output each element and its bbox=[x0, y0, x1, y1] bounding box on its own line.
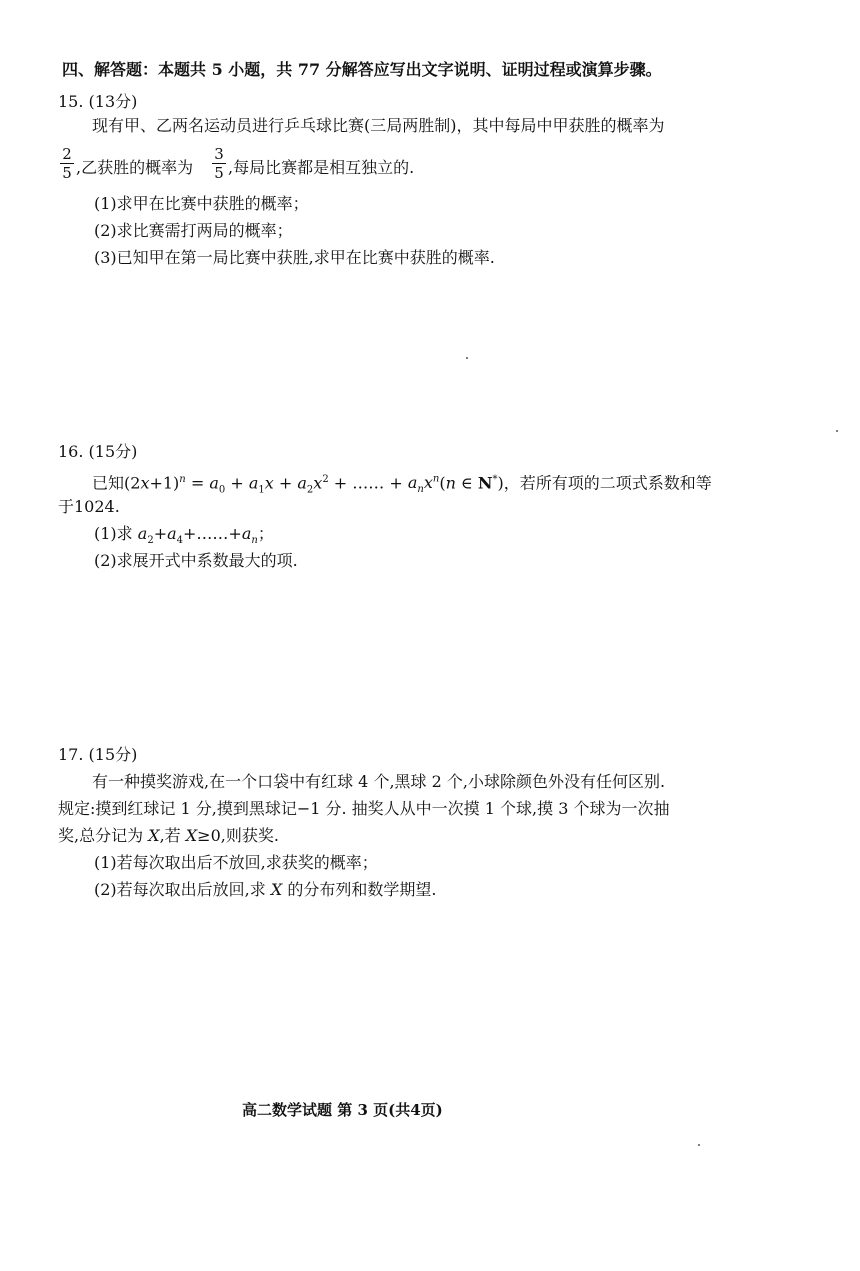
q17-part-2-b: 的分布列和数学期望. bbox=[282, 880, 437, 899]
q17-line3-c: ≥0,则获奖. bbox=[197, 826, 279, 845]
q17-line2: 规定:摸到红球记 1 分,摸到黑球记−1 分. 抽奖人从中一次摸 1 个球,摸 3 个球为一次抽 bbox=[58, 799, 670, 818]
q15-mid-text: ,乙获胜的概率为 bbox=[76, 158, 194, 177]
q17-line1: 有一种摸奖游戏,在一个口袋中有红球 4 个,黑球 2 个,小球除颜色外没有任何区别. bbox=[92, 772, 666, 791]
q15-fraction-three-fifths: 3 5 bbox=[212, 146, 226, 181]
q16-number: 16. (15分) bbox=[58, 442, 138, 461]
section-header: 四、解答题：本题共 5 小题，共 77 分解答应写出文字说明、证明过程或演算步骤。 bbox=[62, 60, 662, 79]
scan-speck bbox=[466, 357, 468, 359]
q15-fraction-two-fifths: 2 5 bbox=[60, 146, 74, 181]
q16-part-2: (2)求展开式中系数最大的项. bbox=[94, 551, 298, 570]
q16-line2: 于1024. bbox=[58, 497, 120, 516]
q15-part-3: (3)已知甲在第一局比赛中获胜,求甲在比赛中获胜的概率. bbox=[94, 248, 495, 267]
q17-line3: 奖,总分记为 X,若 X≥0,则获奖. bbox=[58, 826, 279, 845]
scan-speck bbox=[836, 430, 838, 432]
q15-number: 15. (13分) bbox=[58, 92, 138, 111]
q15-part-2: (2)求比赛需打两局的概率； bbox=[94, 221, 293, 240]
q17-number: 17. (15分) bbox=[58, 745, 138, 764]
q17-part-2: (2)若每次取出后放回,求 X 的分布列和数学期望. bbox=[94, 880, 437, 899]
q17-part-2-a: (2)若每次取出后放回,求 bbox=[94, 880, 271, 899]
page-footer: 高二数学试题 第 3 页(共4页) bbox=[242, 1101, 443, 1119]
q16-line1-prefix: 已知(2 bbox=[92, 473, 141, 493]
q17-part-1: (1)若每次取出后不放回,求获奖的概率； bbox=[94, 853, 378, 872]
q16-line1-suffix: ，若所有项的二项式系数和等 bbox=[503, 473, 712, 493]
q17-line3-a: 奖,总分记为 bbox=[58, 826, 149, 845]
q16-part-1: (1)求 $a_2+a_4+\dots\dots+a_n$； bbox=[94, 524, 274, 547]
q17-line3-b: ,若 bbox=[159, 826, 186, 845]
q15-tail-text: ,每局比赛都是相互独立的. bbox=[228, 158, 415, 177]
q15-intro: 现有甲、乙两名运动员进行乒乓球比赛(三局两胜制)，其中每局中甲获胜的概率为 bbox=[92, 116, 665, 135]
q15-part-1: (1)求甲在比赛中获胜的概率； bbox=[94, 194, 309, 213]
scan-speck bbox=[698, 1144, 700, 1146]
q16-part-1-prefix: (1)求 bbox=[94, 524, 138, 543]
q16-line1: 已知$(2x+1)^n = a_0 + a_1x + a_2x^2$ + …… + $a_nx^n(n$ ∈ N*)，若所有项的二项式系数和等 bbox=[92, 473, 712, 496]
